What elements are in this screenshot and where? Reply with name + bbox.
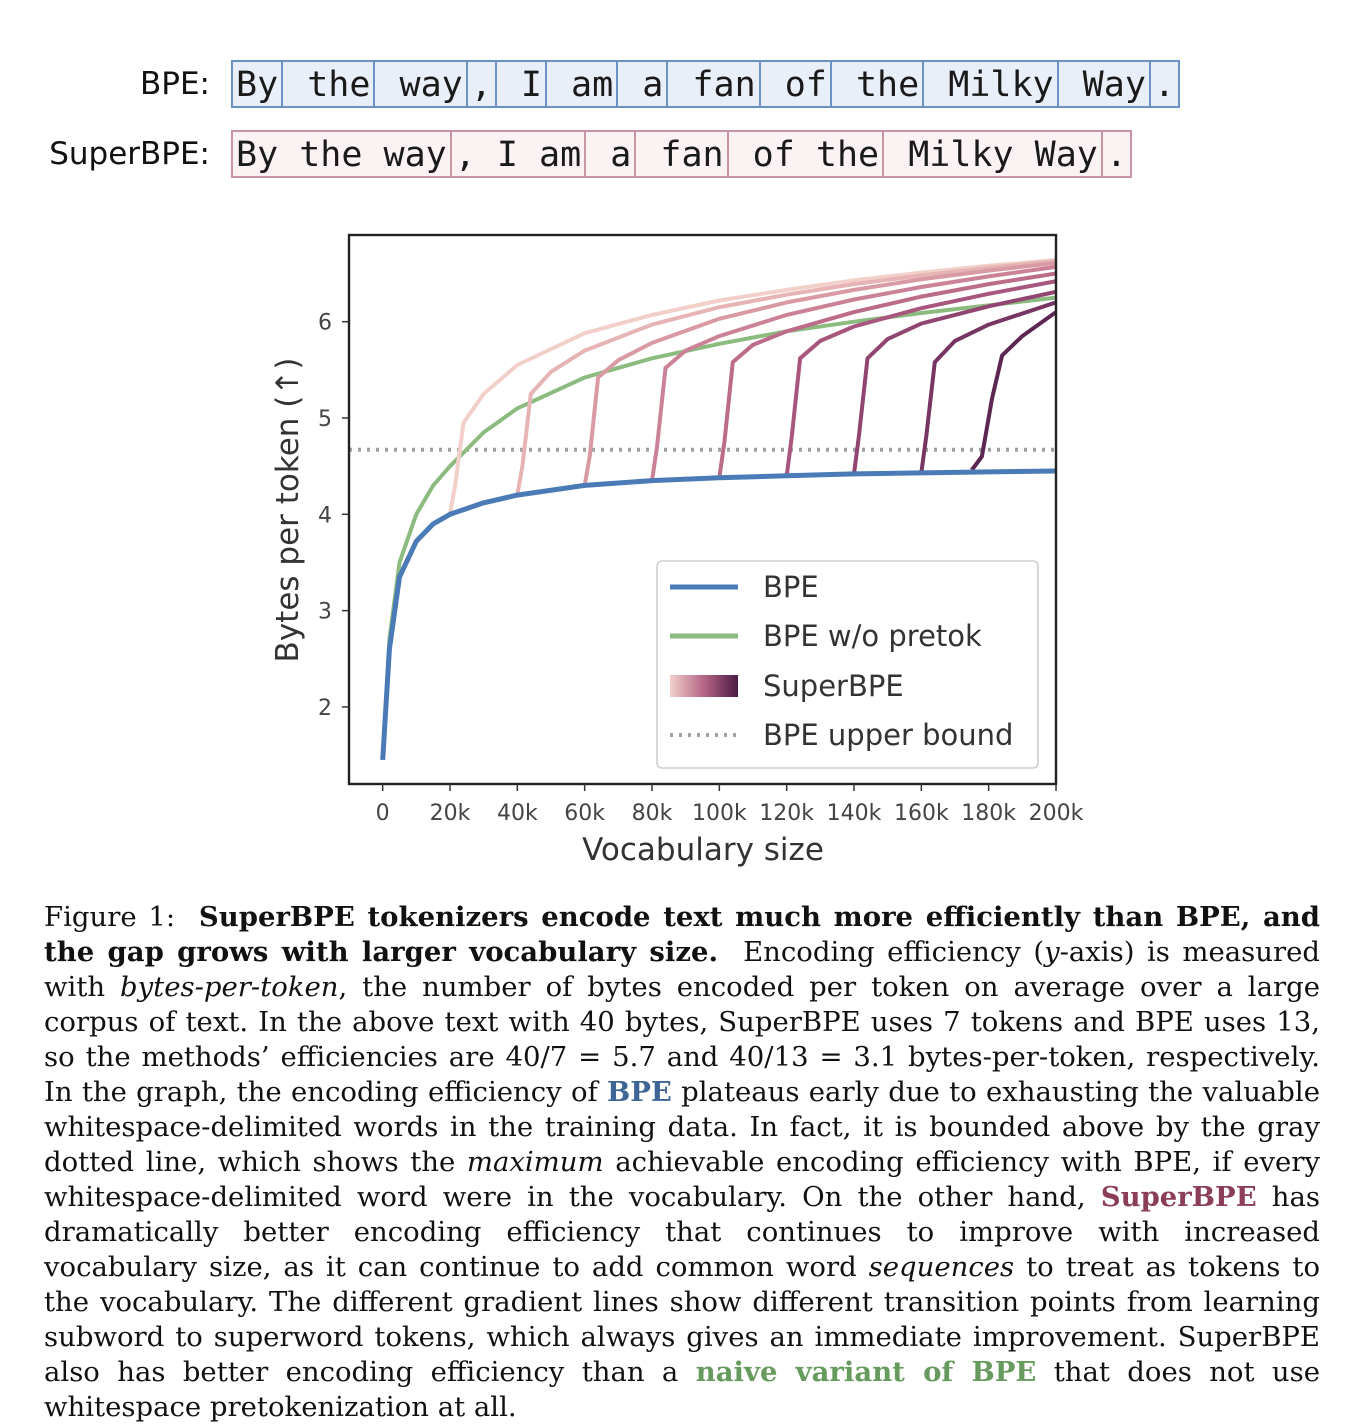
x-tick-label: 60k	[564, 801, 606, 826]
bpe-row-label: BPE:	[140, 66, 210, 102]
bpe-token: .	[1149, 60, 1180, 108]
legend-bpe-no-pretok-label: BPE w/o pretok	[763, 619, 982, 653]
caption-text-5: achievable encoding efficiency with BPE, if every whitespace-delimited word were in the vocabulary. On the other hand,	[44, 1146, 1320, 1213]
bpe-token: By	[231, 60, 283, 108]
bpe-token: the	[281, 60, 375, 108]
caption-text-2: -axis) is measured with	[44, 936, 1320, 1003]
caption-text-4: plateaus early due to exhausting the valuable whitespace-delimited words in the training data. In fact, it is bounded above by the gray dotted line, which shows the	[44, 1076, 1320, 1178]
x-tick-label: 140k	[826, 801, 882, 826]
bpe-token: Way	[1057, 60, 1151, 108]
y-tick-label: 2	[318, 695, 332, 721]
superbpe-token: a	[584, 130, 636, 178]
chart-legend	[657, 561, 1038, 768]
bpe-token: am	[545, 60, 618, 108]
superbpe-line	[972, 312, 1056, 470]
x-tick-label: 160k	[893, 801, 949, 826]
legend-upper-bound-label: BPE upper bound	[763, 718, 1014, 752]
legend-superbpe-label: SuperBPE	[763, 669, 904, 703]
x-tick-label: 120k	[759, 801, 815, 826]
caption-bold-title: SuperBPE tokenizers encode text much more efficiently than BPE, and the gap grows with larger vocabulary size.	[44, 901, 1321, 968]
y-axis-label: Bytes per token (↑)	[270, 357, 306, 663]
y-tick-label: 5	[318, 407, 332, 432]
legend-superbpe-swatch	[670, 675, 738, 697]
bpe-token: way	[373, 60, 467, 108]
caption-italic-y: y	[1044, 936, 1060, 968]
caption-bpe-highlight: BPE	[606, 1076, 672, 1108]
x-tick-label: 180k	[961, 801, 1017, 826]
bpe-token: the	[830, 60, 924, 108]
x-tick-label: 100k	[691, 801, 747, 826]
superbpe-token: .	[1101, 130, 1132, 178]
bpe-token: of	[759, 60, 832, 108]
x-axis-label: Vocabulary size	[582, 832, 824, 868]
x-tick-label: 20k	[429, 801, 471, 826]
superbpe-token: Milky Way	[882, 130, 1103, 178]
y-tick-label: 4	[318, 503, 332, 529]
caption-text-7: to treat as tokens to the vocabulary. The different gradient lines show different transition points from learning subword to superword tokens, which always gives an immediate improvement. SuperBPE also has better encoding efficiency than a	[44, 1251, 1320, 1388]
superbpe-line	[787, 281, 1056, 476]
superbpe-token: , I am	[450, 130, 586, 178]
bpe-token: a	[616, 60, 668, 108]
caption-italic-maximum: maximum	[466, 1146, 604, 1178]
figure-caption	[44, 900, 1320, 1425]
y-tick-label: 6	[318, 310, 332, 336]
caption-text-3: , the number of bytes encoded per token on average over a large corpus of text. In the above text with 40 bytes, SuperBPE uses 7 tokens and BPE uses 13, so the methods’ efficiencies are 40/7 = 5.7 and 40/13 = 3.1 bytes-per-token, respectively. In the graph, the encoding efficiency of	[44, 971, 1320, 1108]
caption-italic-sequences: sequences	[868, 1251, 1015, 1283]
x-tick-label: 80k	[631, 801, 673, 826]
bpe-token: fan	[666, 60, 760, 108]
superbpe-row-label: SuperBPE:	[49, 136, 210, 172]
bpe-token: Milky	[922, 60, 1058, 108]
legend-bpe-label: BPE	[763, 570, 819, 604]
x-tick-label: 40k	[496, 801, 538, 826]
caption-text-8: that does not use whitespace pretokenization at all.	[44, 1356, 1320, 1423]
caption-italic-bytes-per-token: bytes-per-token	[120, 971, 339, 1003]
x-tick-label: 200k	[1028, 801, 1084, 826]
caption-superbpe-highlight: SuperBPE	[1100, 1181, 1257, 1213]
superbpe-token: By the way	[231, 130, 452, 178]
caption-naive-variant-highlight: naive variant of BPE	[695, 1356, 1037, 1388]
x-tick-label: 0	[375, 801, 390, 826]
y-tick-label: 3	[318, 599, 332, 625]
superbpe-token: of the	[727, 130, 885, 178]
bpe-token: I	[495, 60, 547, 108]
caption-text-1: Encoding efficiency (	[743, 936, 1045, 968]
bpe-token: ,	[466, 60, 497, 108]
caption-text-6: has dramatically better encoding efficiency that continues to improve with increased vocabulary size, as it can continue to add common word	[44, 1181, 1320, 1283]
superbpe-token: fan	[634, 130, 728, 178]
figure-label: Figure 1:	[44, 901, 176, 933]
